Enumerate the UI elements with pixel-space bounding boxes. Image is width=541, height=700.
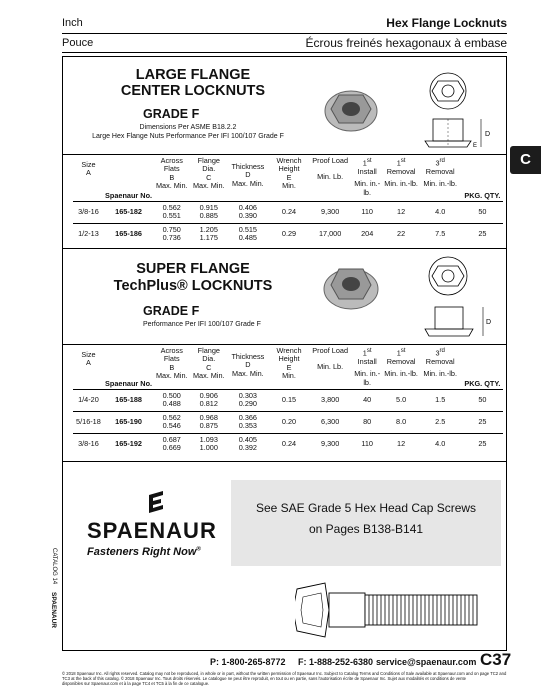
page-number: C37 — [480, 650, 512, 669]
col-pkg: PKG. QTY. — [464, 379, 501, 389]
large-flange-note-1: Dimensions Per ASME B18.2.2 — [139, 124, 237, 131]
super-flange-note: Performance Per IFI 100/107 Grade F — [143, 321, 261, 328]
col-removal-1: 1st Removal Min. in.-lb. — [384, 347, 418, 379]
unit-label-fr: Pouce — [62, 37, 94, 49]
col-wrench: Wrench Height E Min. — [276, 346, 302, 381]
large-flange-title — [93, 67, 293, 99]
section-tab: C — [510, 146, 541, 174]
col-thickness: Thickness D Max. Min. — [231, 162, 265, 188]
col-size: Size A — [81, 160, 96, 178]
col-across-flats: Across Flats B Max. Min. — [155, 156, 188, 191]
side-brand: SPAENAUR — [50, 592, 57, 628]
super-flange-title-2: TechPlus® LOCKNUTS — [113, 278, 273, 294]
content-frame — [62, 56, 507, 651]
col-proof: Proof Load Min. Lb. — [312, 156, 348, 182]
super-flange-grade: GRADE F — [143, 304, 200, 318]
col-removal-3: 3rd Removal Min. in.-lb. — [423, 347, 458, 379]
brand-tagline: Fasteners Right Now® — [87, 546, 201, 558]
col-thickness: Thickness D Max. Min. — [231, 352, 265, 378]
table-row: 5/16-18 165-190 0.562 0.546 0.968 0.875 0.366 0.353 0.20 6,300 80 8.0 2.5 25 — [73, 411, 503, 433]
col-across-flats: Across Flats B Max. Min. — [155, 346, 188, 381]
col-install: 1st Install Min. in.-lb. — [354, 157, 381, 197]
table-row: 1/4-20 165-188 0.500 0.488 0.906 0.812 0.303 0.290 0.15 3,800 40 5.0 1.5 50 — [73, 389, 503, 411]
table-row: 3/8-16 165-192 0.687 0.669 1.093 1.000 0.405 0.392 0.24 9,300 110 12 4.0 25 — [73, 433, 503, 455]
section-divider — [63, 344, 506, 345]
large-flange-title-1: LARGE FLANGE — [135, 67, 251, 83]
col-part: Spaenaur No. — [105, 379, 153, 389]
table-row: 3/8-16 165-182 0.562 0.551 0.915 0.885 0.406 0.390 0.24 9,300 110 12 4.0 50 — [73, 201, 503, 223]
col-removal-3: 3rd Removal Min. in.-lb. — [423, 157, 458, 189]
col-size: Size A — [81, 350, 96, 368]
col-flange-dia: Flange Dia. C Max. Min. — [192, 346, 225, 381]
brand-name: SPAENAUR — [87, 518, 217, 543]
section-divider — [63, 461, 506, 462]
col-flange-dia: Flange Dia. C Max. Min. — [192, 156, 225, 191]
large-flange-nut-photo-icon — [321, 81, 381, 136]
page-heading-fr: Écrous freinés hexagonaux à embase — [305, 36, 507, 50]
section-divider — [63, 154, 506, 155]
header-divider-2 — [62, 52, 507, 53]
large-flange-notes — [63, 123, 313, 141]
col-removal-1: 1st Removal Min. in.-lb. — [384, 157, 418, 189]
large-flange-top-view-icon — [423, 71, 473, 111]
svg-text:D: D — [486, 319, 492, 326]
large-flange-title-2: CENTER LOCKNUTS — [120, 83, 266, 99]
page-heading-en: Hex Flange Locknuts — [386, 16, 507, 30]
legal-notice: © 2018 Spaenaur Inc. All rights reserved. Catalog may not be reproduced, in whole or in part, without the written permission of Spaenaur Inc. Subject to Catalog Terms and Conditions of Sale available at Spaenaur.com and on page TC2 and TC3 at the back of this catalog. © 2018 Spaenaur Inc. Tous droits réservés. Le catalogue ne peut être reproduit, en tout ou en partie, sans l'autorisation écrite de Spaenaur Inc. Sujet aux modalités et conditions de vente disponibles sur Spaenaur.com et à la page TC4 et TC5 à la fin de ce catalogue. — [62, 671, 507, 687]
large-flange-note-2: Large Hex Flange Nuts Performance Per IFI 100/107 Grade F — [92, 133, 284, 140]
cross-sell-line-1: See SAE Grade 5 Hex Head Cap Screws — [255, 501, 477, 515]
large-flange-table — [73, 157, 503, 245]
hex-cap-screw-icon — [295, 579, 485, 641]
super-flange-side-view-icon — [423, 303, 503, 343]
large-flange-grade: GRADE F — [143, 107, 200, 121]
section-divider — [63, 248, 506, 249]
super-flange-nut-photo-icon — [321, 257, 381, 312]
footer-fax: F: 1-888-252-6380 — [298, 657, 374, 667]
col-proof: Proof Load Min. Lb. — [312, 346, 348, 372]
catalog-label: CATALOG 14 — [51, 548, 57, 585]
header-divider — [62, 33, 507, 34]
unit-label-en: Inch — [62, 17, 83, 29]
cross-sell-line-2: on Pages B138-B141 — [308, 522, 424, 536]
col-install: 1st Install Min. in.-lb. — [354, 347, 381, 387]
footer-phone: P: 1-800-265-8772 — [210, 657, 286, 667]
super-flange-table — [73, 347, 503, 455]
col-part: Spaenaur No. — [105, 191, 153, 201]
large-flange-side-view-icon — [423, 115, 503, 153]
table-row: 1/2-13 165-186 0.750 0.736 1.205 1.175 0.515 0.485 0.29 17,000 204 22 7.5 25 — [73, 223, 503, 245]
col-wrench: Wrench Height E Min. — [276, 156, 302, 191]
spaenaur-logo-icon — [145, 489, 171, 515]
super-flange-title — [83, 261, 303, 295]
footer-email[interactable]: service@spaenaur.com — [376, 657, 477, 667]
super-flange-title-1: SUPER FLANGE — [136, 261, 250, 277]
super-flange-top-view-icon — [423, 255, 473, 297]
svg-text:D: D — [485, 131, 491, 138]
cross-sell-panel — [231, 480, 501, 566]
svg-text:E: E — [473, 143, 478, 149]
col-pkg: PKG. QTY. — [464, 191, 501, 201]
